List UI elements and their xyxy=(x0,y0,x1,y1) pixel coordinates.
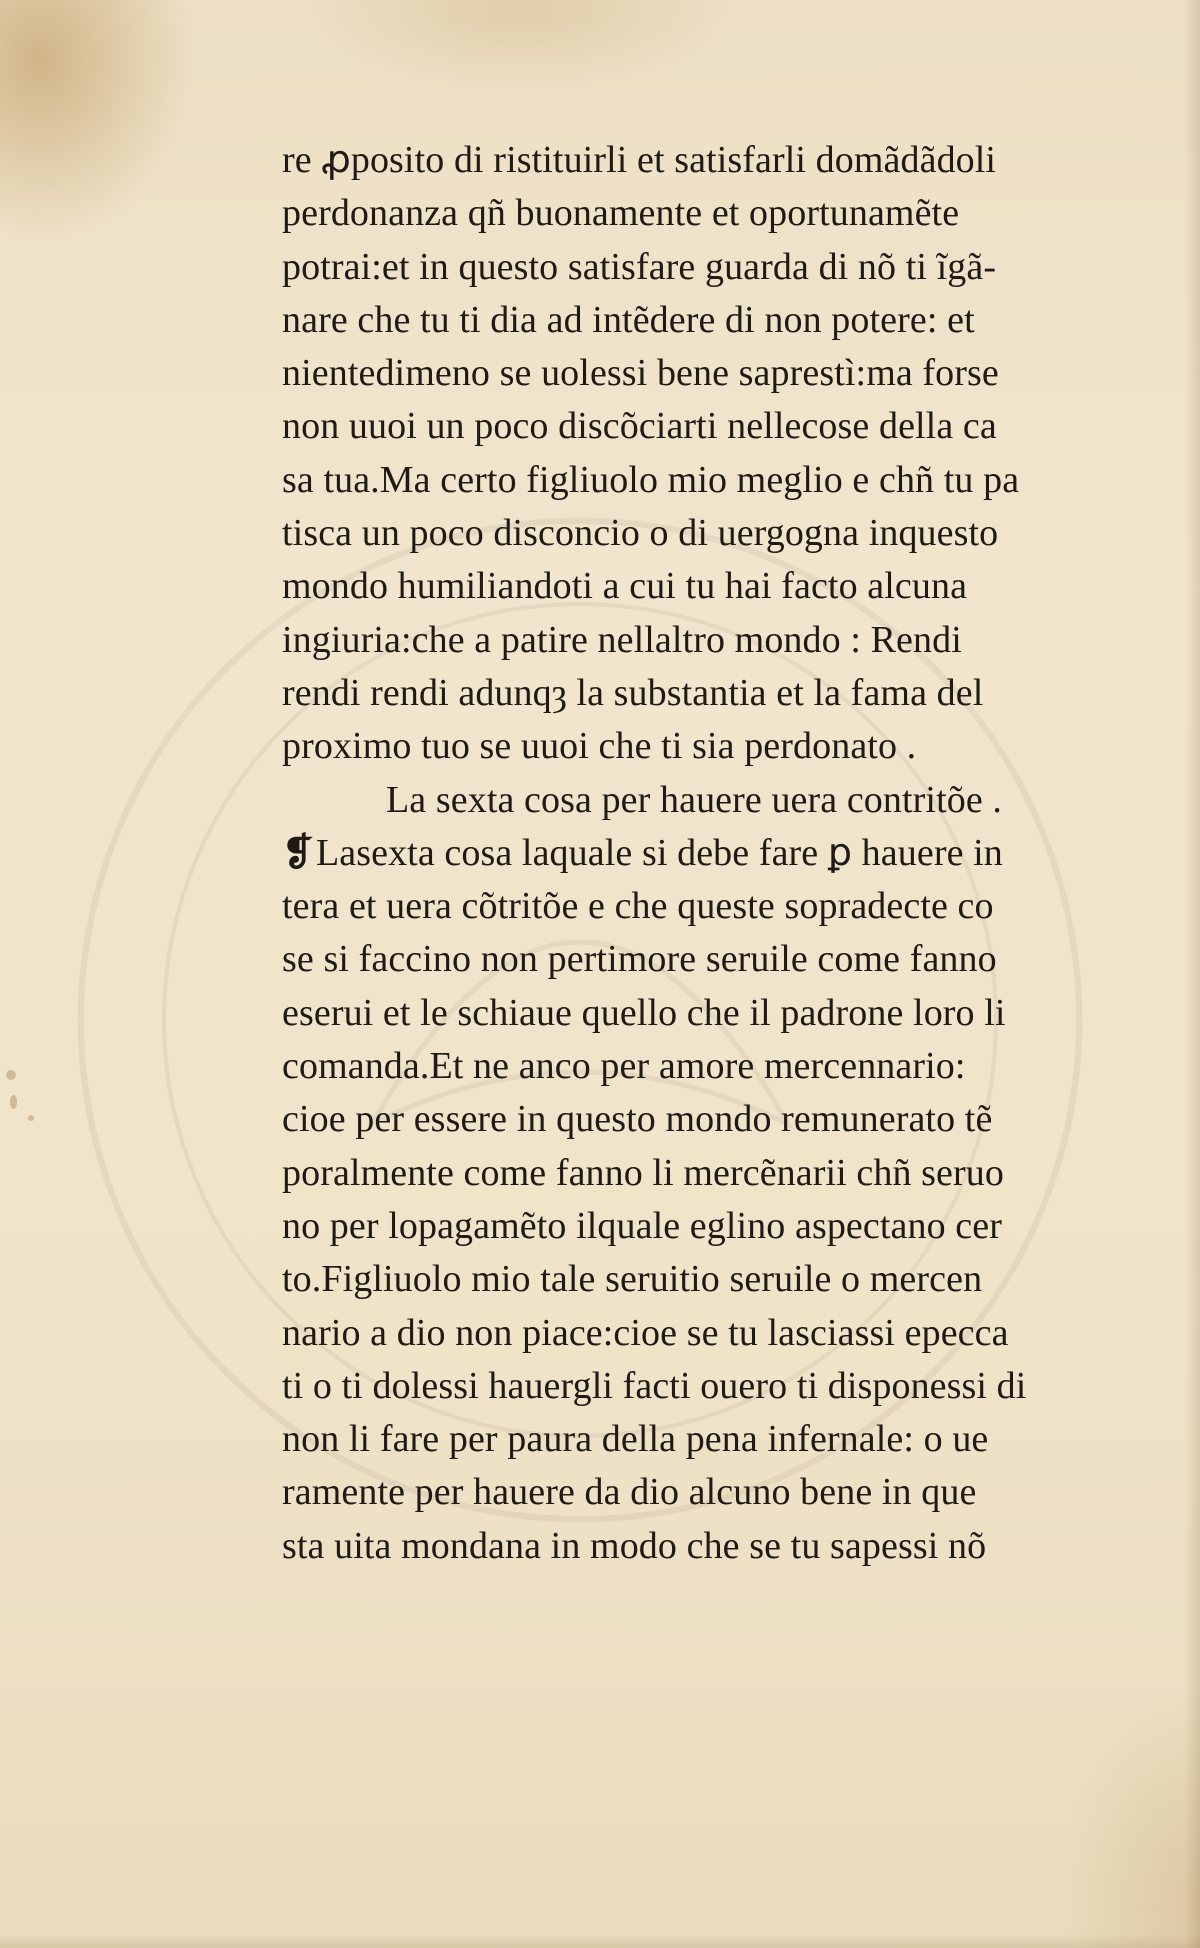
text-line: poralmente come fanno li mercẽnarii chñ seruo xyxy=(282,1151,1004,1194)
paragraph-first-line xyxy=(282,827,1112,880)
printed-text-block xyxy=(282,134,1112,1573)
first-line-text: Lasexta cosa laquale si debe fare ꝑ hauere in xyxy=(315,831,1003,874)
text-line: proximo tuo se uuoi che ti sia perdonato . xyxy=(282,725,917,768)
foxing-spot xyxy=(28,1115,34,1121)
section-heading: La sexta cosa per hauere uera contritõe . xyxy=(386,778,1002,821)
text-line: rendi rendi adunqȝ la substantia et la fama del xyxy=(282,671,984,714)
text-line: eserui et le schiaue quello che il padrone loro li xyxy=(282,991,1006,1034)
text-line: se si faccino non pertimore seruile come fanno xyxy=(282,938,997,981)
text-lines-after-heading xyxy=(282,880,1112,1573)
text-line: non uuoi un poco discõciarti nellecose della ca xyxy=(282,405,997,448)
text-line: comanda.Et ne anco per amore mercennario: xyxy=(282,1045,966,1088)
text-line: ti o ti dolessi hauergli facti ouero ti disponessi di xyxy=(282,1364,1027,1407)
text-line: potrai:et in questo satisfare guarda di nõ ti ĩgã- xyxy=(282,245,997,288)
page-bottom-shadow xyxy=(0,1934,1200,1948)
text-line: nientedimeno se uolessi bene saprestì:ma forse xyxy=(282,352,999,395)
text-line: non li fare per paura della pena infernale: o ue xyxy=(282,1418,989,1461)
text-line: perdonanza qñ buonamente et oportunamẽte xyxy=(282,192,960,235)
text-line: no per lopagamẽto ilquale eglino aspectano cer xyxy=(282,1204,1002,1247)
text-line: nare che tu ti dia ad intẽdere di non potere: et xyxy=(282,298,975,341)
text-line: cioe per essere in questo mondo remunerato tẽ xyxy=(282,1098,993,1141)
text-line: ingiuria:che a patire nellaltro mondo : Rendi xyxy=(282,618,962,661)
text-line: mondo humiliandoti a cui tu hai facto alcuna xyxy=(282,565,968,608)
text-line: sta uita mondana in modo che se tu sapessi nõ xyxy=(282,1524,987,1567)
text-line: sa tua.Ma certo figliuolo mio meglio e chñ tu pa xyxy=(282,458,1020,501)
text-line: ramente per hauere da dio alcuno bene in que xyxy=(282,1471,977,1514)
text-line: to.Figliuolo mio tale seruitio seruile o mercen xyxy=(282,1258,983,1301)
text-line: tisca un poco disconcio o di uergogna inquesto xyxy=(282,512,999,555)
foxing-spot xyxy=(6,1070,16,1080)
page-edge-shadow xyxy=(1184,0,1200,1948)
foxing-spot xyxy=(10,1095,17,1109)
text-line: tera et uera cõtritõe e che queste sopradecte co xyxy=(282,885,994,928)
text-line: nario a dio non piace:cioe se tu lasciassi epecca xyxy=(282,1311,1009,1354)
paragraph-mark-icon: ❡ xyxy=(282,831,314,874)
text-line: re ꝓposito di ristituirli et satisfarli domãdãdoli xyxy=(282,139,997,181)
text-lines-before-heading xyxy=(282,134,1112,774)
